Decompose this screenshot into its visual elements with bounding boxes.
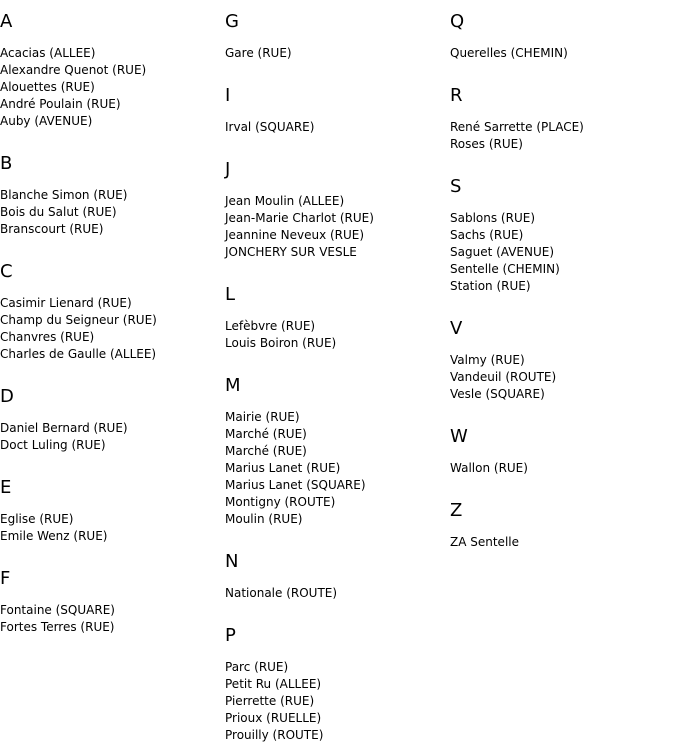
street-entry: Jean Moulin (ALLEE) <box>225 194 345 208</box>
street-entry: Jean-Marie Charlot (RUE) <box>225 211 374 225</box>
street-entry: Marius Lanet (SQUARE) <box>225 478 366 492</box>
street-list <box>225 585 450 602</box>
section-letter: Z <box>450 500 463 521</box>
street-entry: Daniel Bernard (RUE) <box>0 421 128 435</box>
letter-section-e <box>0 476 225 545</box>
letter-section-g <box>225 10 450 62</box>
street-entry: Champ du Seigneur (RUE) <box>0 313 157 327</box>
street-entry: Chanvres (RUE) <box>0 330 95 344</box>
section-letter: R <box>450 85 463 106</box>
street-entry: Jeannine Neveux (RUE) <box>225 228 365 242</box>
street-entry: Marché (RUE) <box>225 427 307 441</box>
section-letter: V <box>450 318 463 339</box>
section-letter: E <box>0 477 12 498</box>
street-entry: Station (RUE) <box>450 279 531 293</box>
letter-section-j <box>225 158 450 261</box>
street-entry: Bois du Salut (RUE) <box>0 205 117 219</box>
street-entry: Marché (RUE) <box>225 444 307 458</box>
street-list <box>450 352 675 403</box>
street-entry: Alouettes (RUE) <box>0 80 95 94</box>
street-entry: Branscourt (RUE) <box>0 222 104 236</box>
street-entry: Roses (RUE) <box>450 137 523 151</box>
street-list <box>0 187 225 238</box>
street-list <box>0 45 225 130</box>
section-letter: J <box>225 159 231 180</box>
street-entry: André Poulain (RUE) <box>0 97 121 111</box>
column-3 <box>450 10 675 744</box>
street-entry: Querelles (CHEMIN) <box>450 46 568 60</box>
letter-section-q <box>450 10 675 62</box>
street-list <box>450 119 675 153</box>
street-list <box>225 409 450 528</box>
street-entry: Wallon (RUE) <box>450 461 528 475</box>
letter-section-z <box>450 499 675 551</box>
section-letter: G <box>225 11 239 32</box>
street-entry: Saguet (AVENUE) <box>450 245 555 259</box>
street-entry: Prioux (RUELLE) <box>225 711 322 725</box>
street-entry: Marius Lanet (RUE) <box>225 461 341 475</box>
street-list <box>225 119 450 136</box>
street-list <box>450 534 675 551</box>
street-entry: Fontaine (SQUARE) <box>0 603 115 617</box>
letter-section-d <box>0 385 225 454</box>
letter-section-v <box>450 317 675 403</box>
section-letter: C <box>0 261 13 282</box>
letter-section-a <box>0 10 225 130</box>
street-list <box>225 193 450 261</box>
street-entry: Parc (RUE) <box>225 660 289 674</box>
street-entry: Eglise (RUE) <box>0 512 74 526</box>
letter-section-r <box>450 84 675 153</box>
street-entry: Blanche Simon (RUE) <box>0 188 128 202</box>
street-entry: Valmy (RUE) <box>450 353 525 367</box>
section-letter: D <box>0 386 14 407</box>
street-list <box>0 420 225 454</box>
street-entry: Doct Luling (RUE) <box>0 438 106 452</box>
street-entry: Mairie (RUE) <box>225 410 300 424</box>
street-entry: René Sarrette (PLACE) <box>450 120 584 134</box>
street-entry: Charles de Gaulle (ALLEE) <box>0 347 157 361</box>
street-list <box>450 45 675 62</box>
section-letter: Q <box>450 11 465 32</box>
street-entry: Sablons (RUE) <box>450 211 536 225</box>
section-letter: M <box>225 375 241 396</box>
street-entry: Prouilly (ROUTE) <box>225 728 324 742</box>
street-list <box>0 511 225 545</box>
section-letter: I <box>225 85 231 106</box>
street-entry: Montigny (ROUTE) <box>225 495 336 509</box>
letter-section-p <box>225 624 450 744</box>
street-list <box>225 318 450 352</box>
section-letter: B <box>0 153 13 174</box>
street-list <box>0 295 225 363</box>
letter-section-b <box>0 152 225 238</box>
letter-section-i <box>225 84 450 136</box>
street-entry: Emile Wenz (RUE) <box>0 529 108 543</box>
section-letter: A <box>0 11 13 32</box>
section-letter: F <box>0 568 11 589</box>
letter-section-f <box>0 567 225 636</box>
letter-section-c <box>0 260 225 363</box>
street-entry: Vandeuil (ROUTE) <box>450 370 557 384</box>
street-entry: Irval (SQUARE) <box>225 120 315 134</box>
street-entry: ZA Sentelle <box>450 535 519 549</box>
street-list <box>450 210 675 295</box>
street-entry: Moulin (RUE) <box>225 512 303 526</box>
street-entry: Lefèbvre (RUE) <box>225 319 316 333</box>
street-entry: JONCHERY SUR VESLE <box>225 245 357 259</box>
letter-section-l <box>225 283 450 352</box>
street-entry: Alexandre Quenot (RUE) <box>0 63 147 77</box>
street-list <box>225 659 450 744</box>
letter-section-s <box>450 175 675 295</box>
street-entry: Petit Ru (ALLEE) <box>225 677 322 691</box>
street-entry: Louis Boiron (RUE) <box>225 336 337 350</box>
street-list <box>225 45 450 62</box>
letter-section-n <box>225 550 450 602</box>
street-entry: Auby (AVENUE) <box>0 114 93 128</box>
column-1 <box>0 10 225 744</box>
street-entry: Nationale (ROUTE) <box>225 586 338 600</box>
street-entry: Pierrette (RUE) <box>225 694 315 708</box>
street-entry: Sachs (RUE) <box>450 228 524 242</box>
section-letter: P <box>225 625 236 646</box>
section-letter: N <box>225 551 239 572</box>
section-letter: S <box>450 176 462 197</box>
street-entry: Gare (RUE) <box>225 46 292 60</box>
street-entry: Acacias (ALLEE) <box>0 46 96 60</box>
letter-section-m <box>225 374 450 528</box>
street-entry: Casimir Lienard (RUE) <box>0 296 132 310</box>
section-letter: L <box>225 284 236 305</box>
street-entry: Vesle (SQUARE) <box>450 387 545 401</box>
column-2 <box>225 10 450 744</box>
street-entry: Sentelle (CHEMIN) <box>450 262 560 276</box>
street-list <box>450 460 675 477</box>
street-list <box>0 602 225 636</box>
street-index <box>0 10 675 744</box>
letter-section-w <box>450 425 675 477</box>
section-letter: W <box>450 426 468 447</box>
street-entry: Fortes Terres (RUE) <box>0 620 115 634</box>
